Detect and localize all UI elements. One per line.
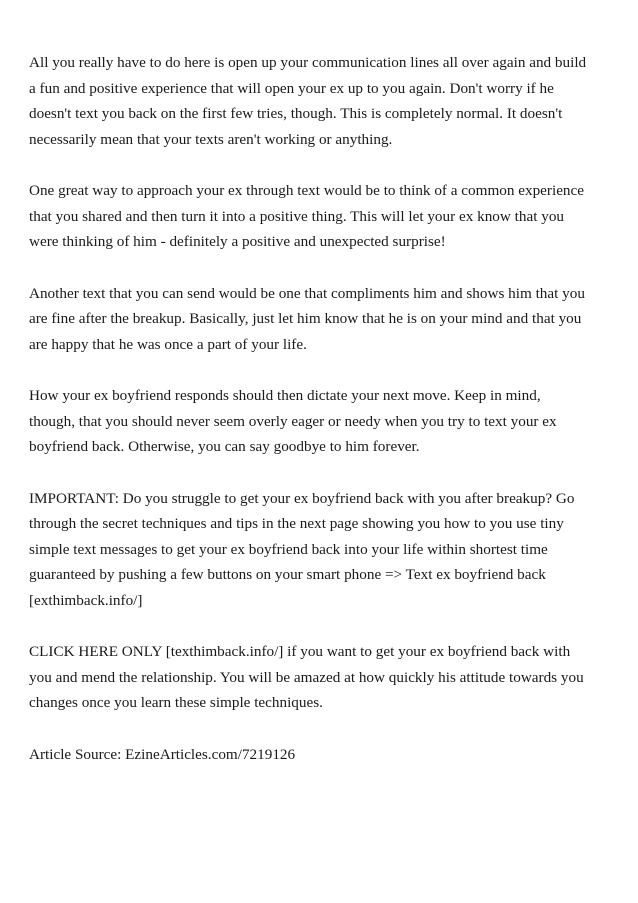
article-body bbox=[29, 50, 589, 793]
article-source: Article Source: EzineArticles.com/7219126 bbox=[29, 745, 296, 763]
paragraph-click-here: CLICK HERE ONLY [texthimback.info/] if you want to get your ex boyfriend back with you and mend the relationship. You will be amazed at how quickly his attitude towards you changes once you learn these simple techniques. bbox=[29, 643, 584, 711]
paragraph-important: IMPORTANT: Do you struggle to get your ex boyfriend back with you after breakup? Go through the secret techniques and tips in the next page showing you how to you use tiny simple text messages to get your ex boyfriend back into your life within shortest time guaranteed by pushing a few buttons on your smart phone => Text ex boyfriend back [exthimback.info/] bbox=[29, 489, 575, 609]
paragraph-compliment: Another text that you can send would be one that compliments him and shows him that you are fine after the breakup. Basically, just let him know that he is on your mind and that you are happy that he was once a part of your life. bbox=[29, 284, 585, 353]
paragraph-intro: All you really have to do here is open up your communication lines all over again and build a fun and positive experience that will open your ex up to you again. Don't worry if he doesn't text you back on the first few tries, though. This is completely normal. It doesn't necessarily mean that your texts aren't working or anything. bbox=[29, 54, 587, 148]
paragraph-common-experience: One great way to approach your ex through text would be to think of a common experience that you shared and then turn it into a positive thing. This will let your ex know that you were thinking of him - definitely a positive and unexpected surprise! bbox=[29, 182, 585, 250]
paragraph-next-move: How your ex boyfriend responds should then dictate your next move. Keep in mind, though, that you should never seem overly eager or needy when you try to text your ex boyfriend back. Otherwise, you can say goodbye to him forever. bbox=[29, 387, 557, 455]
